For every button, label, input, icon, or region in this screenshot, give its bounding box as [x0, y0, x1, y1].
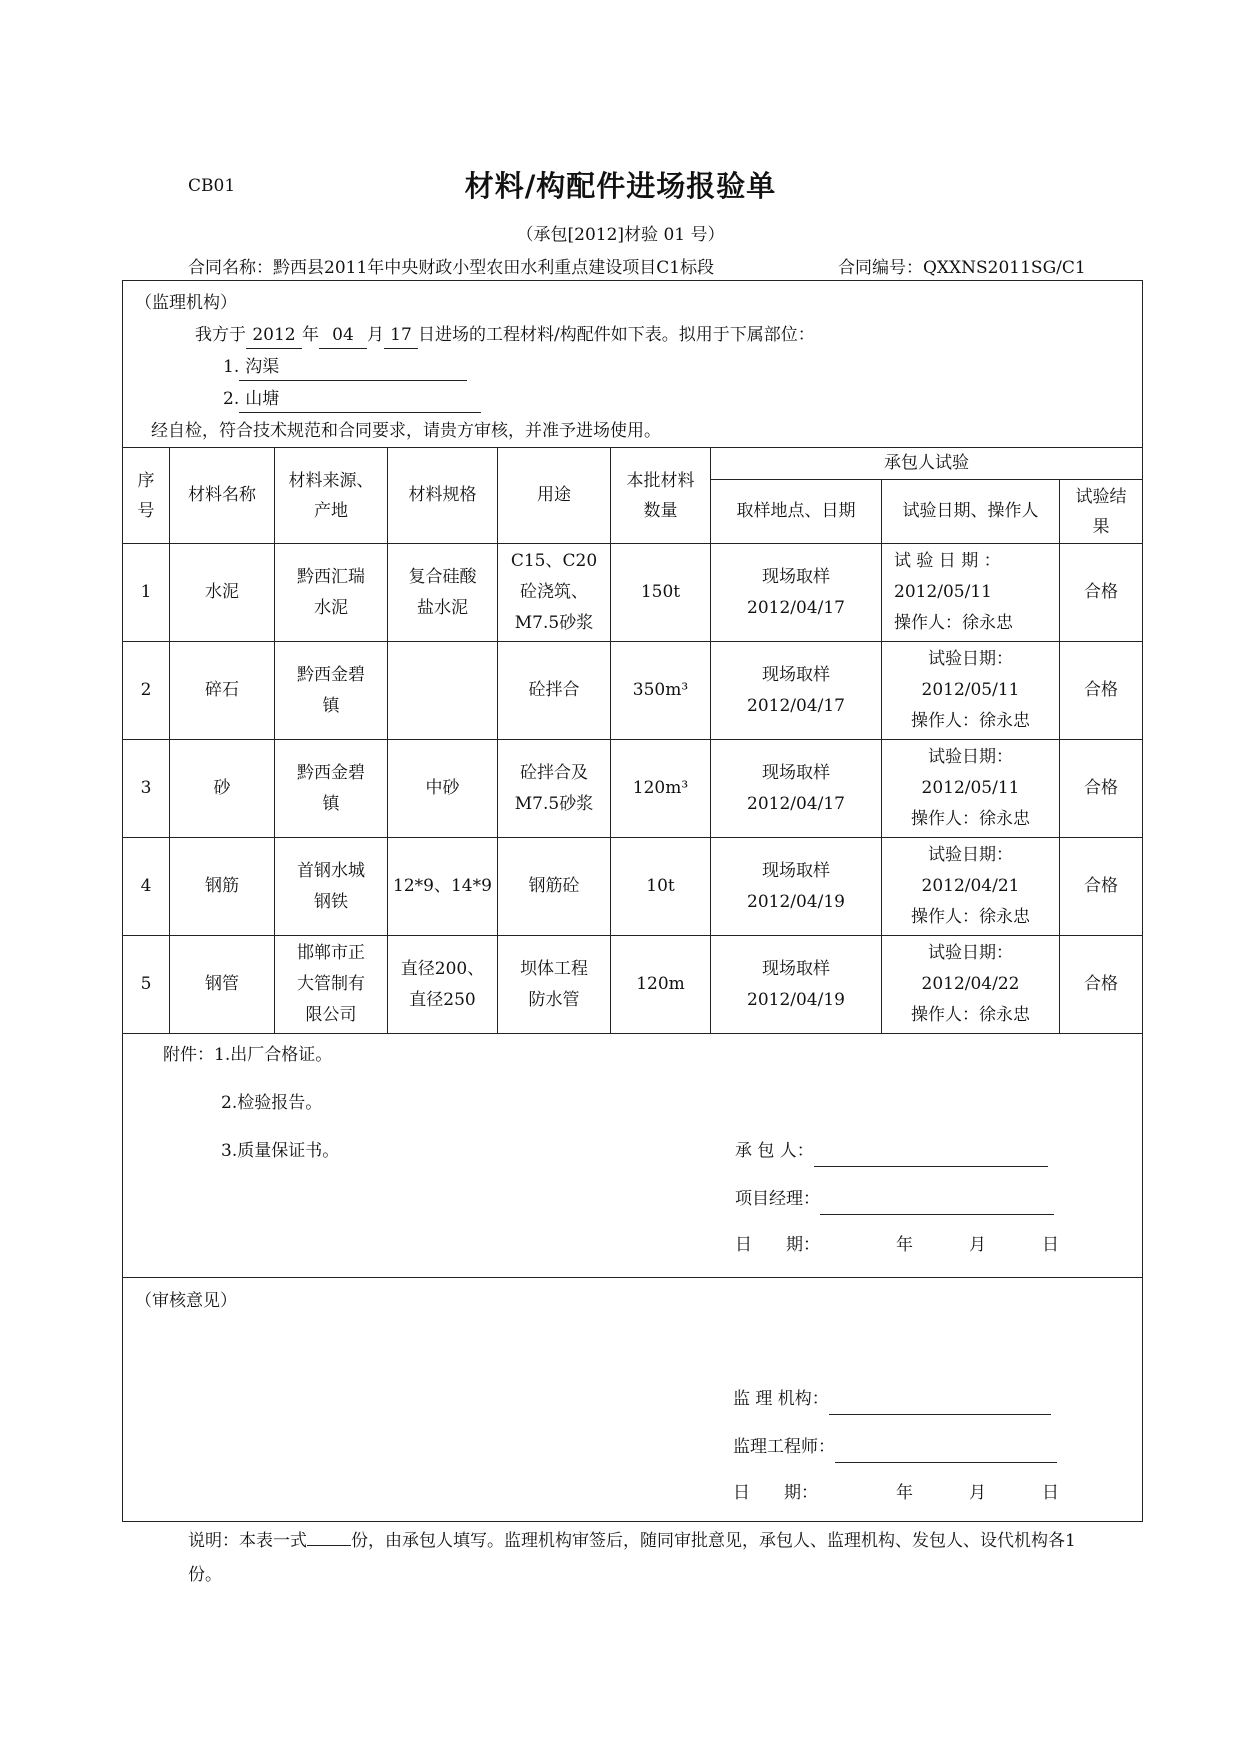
table-row — [123, 838, 1143, 936]
cell-source: 邯郸市正大管制有限公司 — [275, 936, 388, 1034]
header-material-name: 材料名称 — [170, 448, 275, 544]
form-note: 说明：本表一式 份，由承包人填写。监理机构审签后，随同审批意见，承包人、监理机构、发包人、设代机构各1份。 — [188, 1531, 1076, 1585]
document-title: 材料/构配件进场报验单 — [464, 169, 777, 203]
cell-source: 黔西金碧镇 — [275, 740, 388, 838]
table-row — [123, 642, 1143, 740]
contractor-signature: 承 包 人： — [735, 1136, 1048, 1167]
cell-use: 坝体工程防水管 — [498, 936, 611, 1034]
cell-use: C15、C20砼浇筑、M7.5砂浆 — [498, 544, 611, 642]
self-check-statement: 经自检，符合技术规范和合同要求，请贵方审核，并准予进场使用。 — [151, 421, 661, 441]
cell-result: 合格 — [1060, 642, 1143, 740]
cell-sampling: 现场取样 2012/04/19 — [711, 838, 882, 936]
header-spec: 材料规格 — [388, 448, 498, 544]
supervisor-org-signature: 监 理 机构： — [733, 1384, 1051, 1415]
cell-test-info: 试验日期： 2012/04/21 操作人：徐永忠 — [882, 838, 1060, 936]
cell-use: 砼拌合及M7.5砂浆 — [498, 740, 611, 838]
project-manager-signature: 项目经理： — [735, 1184, 1054, 1215]
header-sampling: 取样地点、日期 — [711, 480, 882, 544]
attachments-section — [123, 1034, 1143, 1278]
cell-sampling: 现场取样 2012/04/17 — [711, 642, 882, 740]
cell-source: 首钢水城钢铁 — [275, 838, 388, 936]
cell-material-name: 水泥 — [170, 544, 275, 642]
cell-sampling: 现场取样 2012/04/19 — [711, 936, 882, 1034]
cell-result: 合格 — [1060, 544, 1143, 642]
cell-seq: 2 — [123, 642, 170, 740]
table-row — [123, 544, 1143, 642]
cell-test-info: 试验日期： 2012/05/11 操作人：徐永忠 — [882, 740, 1060, 838]
cell-material-name: 钢管 — [170, 936, 275, 1034]
header-quantity: 本批材料数量 — [611, 448, 711, 544]
cell-test-info: 试验日期： 2012/05/11 操作人：徐永忠 — [882, 642, 1060, 740]
entry-statement: 我方于 2012 年 04 月 17 日进场的工程材料/构配件如下表。拟用于下属部位： — [135, 319, 1142, 351]
cell-source: 黔西金碧镇 — [275, 642, 388, 740]
usage-part-1: 1. 沟渠 — [135, 351, 1142, 383]
contract-name: 合同名称：黔西县2011年中央财政小型农田水利重点建设项目C1标段 — [188, 258, 715, 278]
supervisor-addressee: （监理机构） — [135, 293, 237, 313]
entry-day: 17 — [384, 322, 418, 349]
cell-test-info: 试验日期： 2012/04/22 操作人：徐永忠 — [882, 936, 1060, 1034]
cell-seq: 3 — [123, 740, 170, 838]
project-manager-signature-line[interactable] — [820, 1190, 1054, 1215]
usage-part-2: 2. 山塘 — [135, 383, 1142, 415]
contract-number: 合同编号：QXXNS2011SG/C1 — [838, 258, 1086, 278]
header-use: 用途 — [498, 448, 611, 544]
intro-section — [123, 281, 1143, 448]
cell-result: 合格 — [1060, 936, 1143, 1034]
attachment-1: 附件：1.出厂合格证。 — [163, 1045, 333, 1065]
cell-spec: 复合硅酸盐水泥 — [388, 544, 498, 642]
cell-material-name: 砂 — [170, 740, 275, 838]
entry-month: 04 — [319, 322, 367, 349]
supervisor-org-signature-line[interactable] — [829, 1390, 1051, 1415]
cell-result: 合格 — [1060, 740, 1143, 838]
table-row — [123, 936, 1143, 1034]
entry-year: 2012 — [246, 322, 302, 349]
cell-quantity: 150t — [611, 544, 711, 642]
table-row — [123, 740, 1143, 838]
cell-spec — [388, 642, 498, 740]
attachment-3: 3.质量保证书。 — [221, 1141, 340, 1161]
inspection-form-table — [122, 280, 1143, 1522]
cell-seq: 4 — [123, 838, 170, 936]
review-section — [123, 1278, 1143, 1522]
supervisor-engineer-signature-line[interactable] — [835, 1438, 1057, 1463]
review-date: 日 期： 年 月 日 — [733, 1483, 1059, 1503]
cell-test-info: 试 验 日 期 ： 2012/05/11 操作人：徐永忠 — [882, 544, 1060, 642]
header-seq: 序号 — [123, 448, 170, 544]
cell-spec: 直径200、直径250 — [388, 936, 498, 1034]
cell-use: 钢筋砼 — [498, 838, 611, 936]
review-label: （审核意见） — [135, 1291, 237, 1311]
contractor-date: 日 期： 年 月 日 — [735, 1235, 1059, 1255]
document-number: （承包[2012]材验 01 号） — [516, 225, 725, 245]
cell-quantity: 120m³ — [611, 740, 711, 838]
cell-spec: 中砂 — [388, 740, 498, 838]
copies-blank[interactable] — [307, 1545, 351, 1546]
header-contractor-test: 承包人试验 — [711, 448, 1143, 480]
cell-seq: 1 — [123, 544, 170, 642]
header-source: 材料来源、产地 — [275, 448, 388, 544]
cell-use: 砼拌合 — [498, 642, 611, 740]
cell-sampling: 现场取样 2012/04/17 — [711, 740, 882, 838]
form-code: CB01 — [188, 176, 236, 196]
cell-source: 黔西汇瑞水泥 — [275, 544, 388, 642]
cell-quantity: 10t — [611, 838, 711, 936]
supervisor-engineer-signature: 监理工程师： — [733, 1432, 1057, 1463]
cell-result: 合格 — [1060, 838, 1143, 936]
cell-spec: 12*9、14*9 — [388, 838, 498, 936]
attachment-2: 2.检验报告。 — [221, 1093, 323, 1113]
cell-quantity: 120m — [611, 936, 711, 1034]
header-test-date-operator: 试验日期、操作人 — [882, 480, 1060, 544]
cell-seq: 5 — [123, 936, 170, 1034]
contractor-signature-line[interactable] — [814, 1142, 1048, 1167]
header-result: 试验结果 — [1060, 480, 1143, 544]
cell-sampling: 现场取样 2012/04/17 — [711, 544, 882, 642]
cell-quantity: 350m³ — [611, 642, 711, 740]
cell-material-name: 钢筋 — [170, 838, 275, 936]
cell-material-name: 碎石 — [170, 642, 275, 740]
